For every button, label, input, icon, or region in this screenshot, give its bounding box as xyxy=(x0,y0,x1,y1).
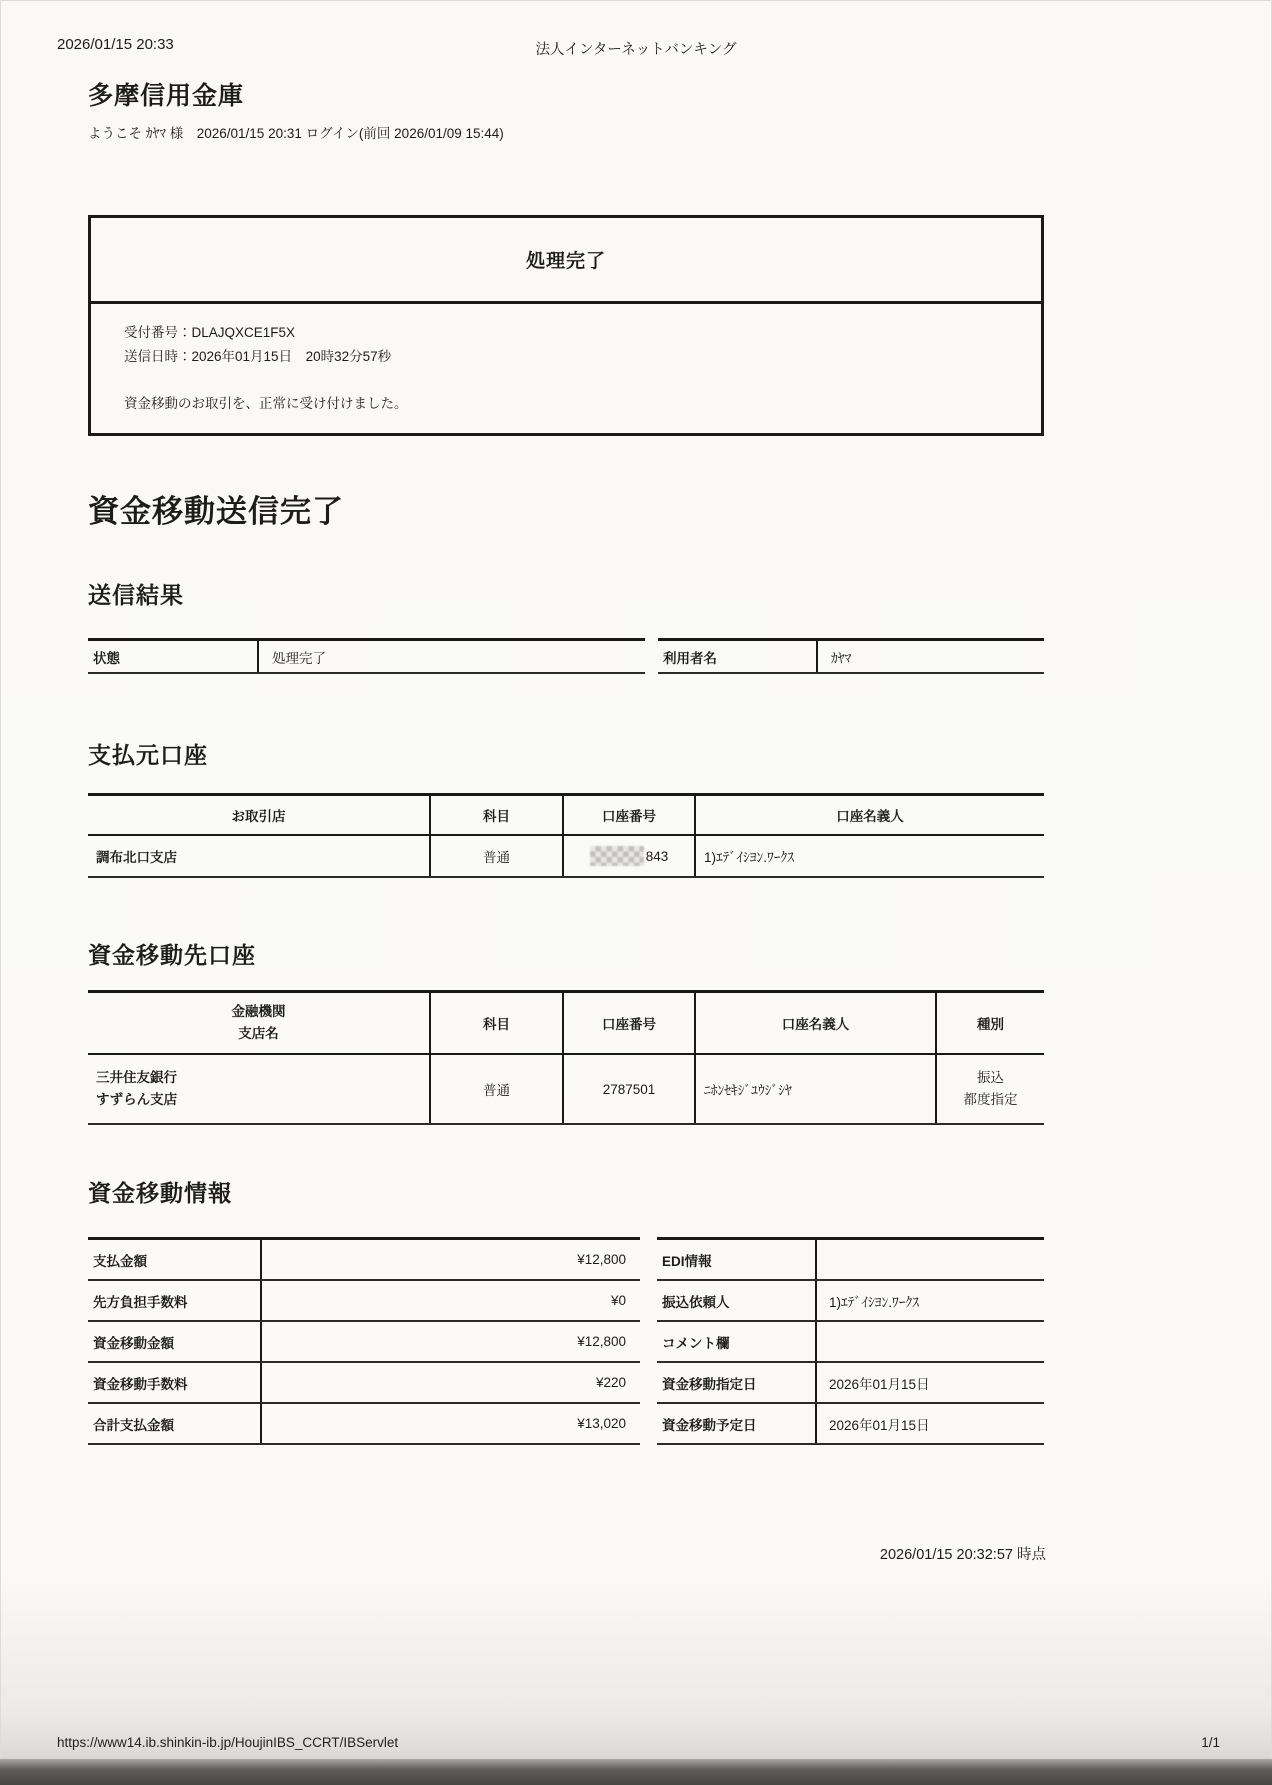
source-account-number xyxy=(562,836,694,876)
edi-info-value xyxy=(817,1240,1044,1279)
transfer-amount-value: ¥12,800 xyxy=(577,1334,626,1349)
header-financial-institution: 金融機関 支店名 xyxy=(231,1004,286,1041)
table-row xyxy=(88,1404,640,1445)
completion-message: 資金移動のお取引を、正常に受け付けました。 xyxy=(124,396,408,411)
transfer-amount-table xyxy=(88,1237,640,1445)
source-branch: 調布北口支店 xyxy=(96,850,177,865)
scanner-edge-band xyxy=(0,1759,1272,1785)
transfer-info-heading: 資金移動情報 xyxy=(88,1180,232,1206)
dest-account-data-row xyxy=(88,1055,1044,1123)
status-table xyxy=(88,638,645,674)
source-account-heading: 支払元口座 xyxy=(88,742,208,768)
page-number: 1/1 xyxy=(1201,1735,1220,1750)
user-table xyxy=(658,638,1044,674)
header-branch: お取引店 xyxy=(231,809,286,824)
source-account-data-row xyxy=(88,836,1044,876)
payment-amount-label: 支払金額 xyxy=(88,1240,262,1279)
dest-transfer-kind: 振込 都度指定 xyxy=(935,1055,1044,1123)
dest-account-table xyxy=(88,990,1044,1125)
scheduled-date-label: 資金移動予定日 xyxy=(657,1404,817,1443)
table-row xyxy=(657,1322,1044,1363)
total-payment-label: 合計支払金額 xyxy=(88,1404,262,1443)
header-account-type: 科目 xyxy=(429,993,562,1053)
dest-account-number: 2787501 xyxy=(562,1055,694,1123)
dest-bank: 三井住友銀行 xyxy=(96,1070,177,1085)
designated-date-value: 2026年01月15日 xyxy=(829,1376,930,1392)
footer-url: https://www14.ib.shinkin-ib.jp/HoujinIBS_CCRT/IBServlet xyxy=(57,1735,399,1750)
as-of-timestamp: 2026/01/15 20:32:57 時点 xyxy=(879,1547,1046,1563)
dest-account-holder: ﾆﾎﾝｾｷｼﾞﾕｳｼﾞｼﾔ xyxy=(694,1055,935,1123)
comment-label: コメント欄 xyxy=(657,1322,817,1361)
user-label: 利用者名 xyxy=(658,641,818,672)
status-value: 処理完了 xyxy=(272,650,326,666)
source-account-holder: 1)ｴﾃﾞｲｼﾖﾝ.ﾜｰｸｽ xyxy=(694,836,1044,876)
comment-value xyxy=(817,1322,1044,1361)
source-account-header-row xyxy=(88,796,1044,836)
print-datetime: 2026/01/15 20:33 xyxy=(57,36,174,53)
header-transfer-kind: 種別 xyxy=(935,993,1044,1053)
transfer-fee-label: 資金移動手数料 xyxy=(88,1363,262,1402)
remitter-label: 振込依頼人 xyxy=(657,1281,817,1320)
completion-box xyxy=(88,215,1044,436)
table-row xyxy=(657,1363,1044,1404)
header-account-number: 口座番号 xyxy=(562,993,694,1053)
dest-account-heading: 資金移動先口座 xyxy=(88,942,256,968)
recipient-fee-label: 先方負担手数料 xyxy=(88,1281,262,1320)
header-account-type: 科目 xyxy=(429,796,562,834)
header-account-holder: 口座名義人 xyxy=(694,796,1044,834)
remitter-value: 1)ｴﾃﾞｲｼﾖﾝ.ﾜｰｸｽ xyxy=(829,1294,920,1310)
payment-amount-value: ¥12,800 xyxy=(577,1252,626,1267)
header-account-number: 口座番号 xyxy=(562,796,694,834)
table-row xyxy=(88,1322,640,1363)
transfer-amount-label: 資金移動金額 xyxy=(88,1322,262,1361)
table-row xyxy=(88,1240,640,1281)
table-row xyxy=(88,1363,640,1404)
edi-info-label: EDI情報 xyxy=(657,1240,817,1279)
table-row xyxy=(657,1404,1044,1445)
completion-box-title: 処理完了 xyxy=(91,218,1041,304)
designated-date-label: 資金移動指定日 xyxy=(657,1363,817,1402)
source-account-table xyxy=(88,793,1044,878)
masked-digits xyxy=(590,846,644,866)
table-row xyxy=(657,1240,1044,1281)
welcome-message: ようこそ ｶﾔﾏ 様 2026/01/15 20:31 ログイン(前回 2026/01/09 15:44) xyxy=(88,126,504,141)
table-row xyxy=(657,1281,1044,1322)
dest-bank-and-branch xyxy=(88,1055,429,1123)
completion-box-body xyxy=(91,304,1041,433)
table-row xyxy=(88,1281,640,1322)
recipient-fee-value: ¥0 xyxy=(610,1293,626,1308)
account-number-visible: 843 xyxy=(645,849,669,864)
page-title: 資金移動送信完了 xyxy=(88,494,344,529)
bank-name: 多摩信用金庫 xyxy=(88,82,245,110)
service-title: 法人インターネットバンキング xyxy=(535,42,737,58)
transfer-detail-table xyxy=(657,1237,1044,1445)
status-label: 状態 xyxy=(88,641,259,672)
dest-branch: すずらん支店 xyxy=(96,1092,178,1107)
header-account-holder: 口座名義人 xyxy=(694,993,935,1053)
receipt-number-line: 受付番号：DLAJQXCE1F5X xyxy=(124,325,296,340)
source-account-type: 普通 xyxy=(429,836,562,876)
transfer-fee-value: ¥220 xyxy=(595,1375,626,1390)
user-value: ｶﾔﾏ xyxy=(831,650,852,666)
scheduled-date-value: 2026年01月15日 xyxy=(829,1417,930,1433)
dest-account-header-row xyxy=(88,993,1044,1055)
total-payment-value: ¥13,020 xyxy=(577,1416,626,1431)
result-section-heading: 送信結果 xyxy=(88,582,184,608)
sent-datetime-line: 送信日時：2026年01月15日 20時32分57秒 xyxy=(124,349,392,364)
dest-account-type: 普通 xyxy=(429,1055,562,1123)
